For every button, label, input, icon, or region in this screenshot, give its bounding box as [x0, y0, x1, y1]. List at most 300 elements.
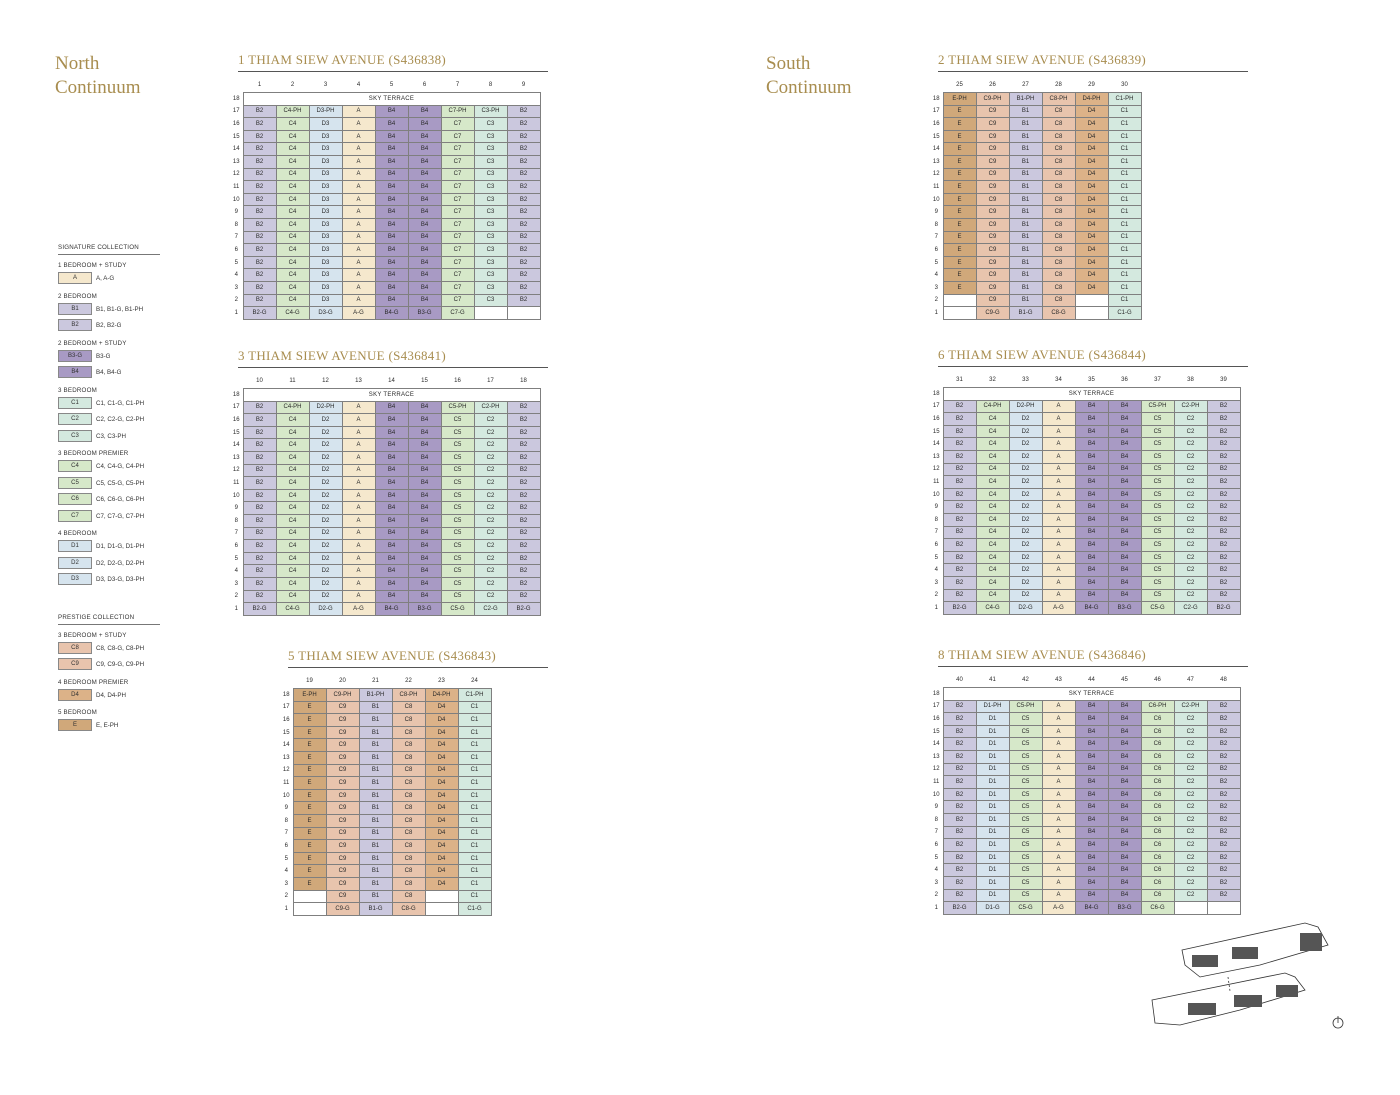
unit-cell: D2 [1009, 425, 1042, 438]
unit-cell: D4 [425, 701, 458, 714]
unit-cell: C2 [1174, 813, 1207, 826]
unit-cell: C4 [276, 577, 309, 590]
floor-number: 5 [934, 554, 938, 561]
unit-cell: C8 [392, 739, 425, 752]
unit-cell: B2 [943, 450, 976, 463]
unit-cell: D4 [425, 714, 458, 727]
unit-cell: C5 [441, 451, 474, 464]
floor-number: 2 [234, 593, 238, 600]
unit-cell: B3-G [408, 603, 441, 616]
unit-cell: A [342, 577, 375, 590]
unit-cell: D4 [1075, 118, 1108, 131]
legend-rule [58, 254, 160, 255]
unit-cell: B4 [408, 168, 441, 181]
unit-cell: A [342, 294, 375, 307]
unit-cell: C8 [392, 701, 425, 714]
unit-cell: C9-PH [326, 689, 359, 702]
unit-cell: C4 [276, 439, 309, 452]
site-plan-drawing [1140, 915, 1360, 1040]
floor-number: 2 [934, 297, 938, 304]
legend-item-label: C7, C7-G, C7-PH [96, 512, 145, 520]
legend-item-label: C3, C3-PH [96, 432, 126, 440]
stack-number-row [280, 673, 491, 689]
unit-cell: C2 [474, 540, 507, 553]
floor-row [930, 143, 1141, 156]
unit-cell: D1-PH [976, 700, 1009, 713]
unit-cell: C7 [441, 206, 474, 219]
unit-cell: B2 [943, 513, 976, 526]
unit-cell: B2 [1207, 476, 1240, 489]
unit-cell: C4 [976, 576, 1009, 589]
unit-cell: C3-PH [474, 105, 507, 118]
unit-cell: D1 [976, 801, 1009, 814]
unit-cell: C3 [474, 193, 507, 206]
unit-stack-table [280, 673, 492, 916]
unit-cell: B1 [1009, 193, 1042, 206]
floor-row [280, 890, 491, 903]
unit-cell: D3 [309, 218, 342, 231]
unit-cell: C2 [1174, 488, 1207, 501]
unit-cell: D2 [309, 565, 342, 578]
floor-number: 1 [934, 604, 938, 611]
unit-cell: A [1042, 788, 1075, 801]
legend-swatch: B3-G [58, 350, 92, 362]
unit-cell: C1-PH [458, 689, 491, 702]
unit-cell: C4 [276, 565, 309, 578]
corner [930, 77, 943, 93]
unit-cell: D2 [309, 552, 342, 565]
floor-number: 9 [284, 805, 288, 812]
unit-cell: D4 [1075, 281, 1108, 294]
unit-cell: A [1042, 501, 1075, 514]
floor-row [280, 814, 491, 827]
floor-row [930, 551, 1240, 564]
unit-cell: C2 [474, 414, 507, 427]
site-plan-key-map [1140, 915, 1360, 1045]
floor-number: 3 [234, 580, 238, 587]
unit-cell: B2 [507, 269, 540, 282]
unit-cell: C1 [1108, 269, 1141, 282]
unit-cell: B4 [1108, 513, 1141, 526]
floor-number: 16 [282, 716, 290, 723]
stack-number: 1 [257, 81, 262, 88]
unit-cell: C9 [326, 840, 359, 853]
unit-cell: C1 [458, 827, 491, 840]
unit-cell: C8 [392, 714, 425, 727]
corner [930, 372, 943, 388]
floor-number: 12 [932, 466, 940, 473]
unit-cell: C4 [976, 539, 1009, 552]
unit-cell: B4 [408, 218, 441, 231]
floor-row [930, 413, 1240, 426]
block-title-text: 3 THIAM SIEW AVENUE (S436841) [238, 348, 447, 363]
unit-cell: C9 [326, 852, 359, 865]
unit-cell: C8 [392, 751, 425, 764]
unit-cell: C5-PH [1009, 700, 1042, 713]
unit-cell: C8 [1042, 269, 1075, 282]
unit-cell: C1 [1108, 105, 1141, 118]
floor-number: 1 [284, 905, 288, 912]
unit-cell: B4 [375, 565, 408, 578]
floor-row [230, 439, 540, 452]
floor-row [230, 502, 540, 515]
unit-cell: C9 [326, 764, 359, 777]
unit-cell: B2 [943, 564, 976, 577]
unit-cell: C4 [276, 193, 309, 206]
stack-number: 7 [455, 81, 460, 88]
unit-cell: D2 [1009, 551, 1042, 564]
unit-cell: B4 [1108, 450, 1141, 463]
stack-number: 43 [1055, 676, 1062, 683]
unit-cell: E [943, 105, 976, 118]
unit-cell: B2 [243, 244, 276, 257]
floor-number: 3 [934, 284, 938, 291]
unit-cell: B4 [1075, 463, 1108, 476]
unit-cell: A [1042, 700, 1075, 713]
unit-cell: B2 [1207, 700, 1240, 713]
unit-cell: C5 [1141, 501, 1174, 514]
floor-number: 8 [234, 517, 238, 524]
sky-terrace: SKY TERRACE [243, 93, 540, 106]
unit-cell: C4 [276, 168, 309, 181]
unit-cell: B4 [1108, 889, 1141, 902]
unit-cell: C4 [276, 489, 309, 502]
unit-cell: B2 [243, 414, 276, 427]
floor-row [930, 589, 1240, 602]
unit-cell: C3 [474, 294, 507, 307]
unit-cell: C7 [441, 244, 474, 257]
unit-cell: B2 [507, 502, 540, 515]
unit-stack-table [930, 372, 1241, 615]
unit-cell: C1 [1108, 206, 1141, 219]
unit-cell: B2 [1207, 425, 1240, 438]
floor-number: 13 [932, 158, 940, 165]
north-continuum-title: North Continuum [55, 53, 141, 98]
unit-cell: B2 [1207, 450, 1240, 463]
floor-number: 16 [932, 120, 940, 127]
floor-number: 10 [232, 196, 240, 203]
unit-cell: C9 [976, 281, 1009, 294]
unit-cell: B4 [408, 256, 441, 269]
unit-cell: C7 [441, 193, 474, 206]
unit-cell: A [1042, 463, 1075, 476]
unit-cell: E [943, 231, 976, 244]
unit-cell: B4 [1108, 750, 1141, 763]
unit-cell: B2 [507, 451, 540, 464]
floor-row [280, 852, 491, 865]
unit-cell: C5 [1009, 876, 1042, 889]
floor-number: 7 [234, 530, 238, 537]
unit-cell: C1 [458, 890, 491, 903]
block-title-text: 5 THIAM SIEW AVENUE (S436843) [288, 648, 497, 663]
unit-cell: C1 [1108, 181, 1141, 194]
unit-cell: D1 [976, 826, 1009, 839]
unit-cell: B2 [243, 439, 276, 452]
legend-swatch: C4 [58, 460, 92, 472]
unit-cell: D2 [1009, 576, 1042, 589]
unit-cell: B2 [1207, 501, 1240, 514]
unit-cell: C4 [276, 451, 309, 464]
unit-cell: B4 [1108, 725, 1141, 738]
floor-row [930, 400, 1240, 413]
unit-cell: C1 [1108, 218, 1141, 231]
floor-row [930, 513, 1240, 526]
unit-cell: A [1042, 826, 1075, 839]
floor-number: 8 [934, 221, 938, 228]
unit-cell: C3 [474, 143, 507, 156]
unit-cell: B2 [943, 539, 976, 552]
unit-cell: C8 [392, 840, 425, 853]
unit-cell: B4 [375, 540, 408, 553]
unit-cell: B2 [507, 514, 540, 527]
unit-cell: B2 [243, 401, 276, 414]
unit-cell: C5 [1141, 564, 1174, 577]
unit-cell: C6 [1141, 738, 1174, 751]
unit-cell: C6 [1141, 776, 1174, 789]
floor-number: 11 [233, 479, 240, 486]
unit-cell: D4 [1075, 155, 1108, 168]
unit-cell: D3 [309, 118, 342, 131]
unit-cell: C6 [1141, 864, 1174, 877]
floor-row [280, 827, 491, 840]
floor-number: 15 [932, 133, 940, 140]
unit-cell: B2 [507, 294, 540, 307]
floor-number: 12 [932, 171, 940, 178]
stack-number: 10 [256, 377, 263, 384]
unit-cell: C1 [458, 739, 491, 752]
unit-cell: B2 [943, 589, 976, 602]
unit-cell: C1 [458, 840, 491, 853]
unit-cell: D2 [309, 577, 342, 590]
unit-cell: D4 [425, 827, 458, 840]
unit-cell: C9 [976, 155, 1009, 168]
unit-cell: A-G [342, 603, 375, 616]
unit-cell: C2 [1174, 851, 1207, 864]
unit-cell: C2 [474, 451, 507, 464]
unit-cell: A [1042, 801, 1075, 814]
unit-cell: D3 [309, 168, 342, 181]
unit-cell: C1 [458, 802, 491, 815]
unit-cell: B4 [1075, 776, 1108, 789]
unit-cell: D4 [425, 726, 458, 739]
unit-cell: C8 [1042, 244, 1075, 257]
floor-number: 1 [234, 309, 238, 316]
unit-cell: E [293, 701, 326, 714]
unit-cell: C8 [1042, 105, 1075, 118]
stack-number: 32 [989, 376, 996, 383]
unit-cell: D3 [309, 231, 342, 244]
unit-cell: D1 [976, 851, 1009, 864]
stack-number: 24 [471, 677, 478, 684]
unit-cell: D4 [425, 852, 458, 865]
unit-cell: C8 [392, 764, 425, 777]
unit-cell: B4 [1108, 876, 1141, 889]
unit-cell: C9 [976, 143, 1009, 156]
unit-cell: B4 [1108, 763, 1141, 776]
unit-cell: B4 [1108, 700, 1141, 713]
unit-cell: D4 [1075, 244, 1108, 257]
unit-cell: C8 [1042, 143, 1075, 156]
ground-floor-row [930, 307, 1141, 320]
floor-number: 7 [934, 829, 938, 836]
floor-row [930, 155, 1141, 168]
unit-cell: C6 [1141, 839, 1174, 852]
unit-cell: B4-G [375, 307, 408, 320]
unit-cell: C4 [276, 540, 309, 553]
floor-number: 8 [934, 516, 938, 523]
unit-cell: C5-PH [441, 401, 474, 414]
unit-cell: D4 [425, 865, 458, 878]
unit-cell: B1 [1009, 294, 1042, 307]
unit-cell: B4 [408, 294, 441, 307]
unit-cell: B2-G [507, 603, 540, 616]
unit-cell: D1 [976, 776, 1009, 789]
unit-cell: B2 [507, 130, 540, 143]
unit-cell: B4 [375, 118, 408, 131]
unit-cell [1207, 902, 1240, 915]
floor-number: 18 [932, 690, 940, 697]
unit-cell: B4 [1108, 851, 1141, 864]
floor-number: 10 [282, 792, 290, 799]
unit-cell: A [342, 590, 375, 603]
floor-number: 8 [934, 816, 938, 823]
unit-cell: C9 [976, 256, 1009, 269]
unit-cell: C9 [976, 193, 1009, 206]
unit-cell: C5 [441, 590, 474, 603]
unit-cell: A [342, 464, 375, 477]
unit-cell: C7 [441, 218, 474, 231]
floor-row [230, 514, 540, 527]
unit-cell: E [943, 206, 976, 219]
unit-cell [507, 307, 540, 320]
floor-number: 10 [232, 492, 240, 499]
unit-cell: A [342, 426, 375, 439]
floor-row [230, 105, 540, 118]
unit-cell: C4 [276, 231, 309, 244]
unit-cell: D4 [1075, 269, 1108, 282]
floor-number: 17 [232, 404, 240, 411]
unit-cell: C2 [474, 552, 507, 565]
unit-cell: A [342, 105, 375, 118]
unit-cell: A [1042, 589, 1075, 602]
unit-cell: C7 [441, 281, 474, 294]
unit-cell: B2 [243, 155, 276, 168]
floor-row [930, 105, 1141, 118]
floor-number: 9 [934, 804, 938, 811]
unit-cell: B4 [1108, 576, 1141, 589]
unit-cell: C8 [392, 789, 425, 802]
unit-cell: B4 [1108, 488, 1141, 501]
unit-cell: A [1042, 725, 1075, 738]
unit-cell: C1 [1108, 130, 1141, 143]
unit-cell: C5 [1009, 839, 1042, 852]
stack-number: 41 [989, 676, 996, 683]
floor-number: 16 [232, 120, 240, 127]
unit-cell: C9 [326, 739, 359, 752]
unit-cell: B2-G [243, 603, 276, 616]
unit-cell: E [293, 840, 326, 853]
floor-row [930, 438, 1240, 451]
legend-item-label: C1, C1-G, C1-PH [96, 399, 145, 407]
floor-row [280, 751, 491, 764]
floor-row [230, 464, 540, 477]
legend-item-label: D2, D2-G, D2-PH [96, 559, 145, 567]
unit-cell: B4 [1075, 738, 1108, 751]
unit-cell: A [342, 527, 375, 540]
legend-item-label: C9, C9-G, C9-PH [96, 661, 145, 668]
stack-number: 46 [1154, 676, 1161, 683]
legend-item-label: B2, B2-G [96, 322, 122, 329]
unit-cell: B1 [359, 802, 392, 815]
stack-number: 40 [956, 676, 963, 683]
unit-cell: C1 [1108, 244, 1141, 257]
unit-cell: B4 [408, 464, 441, 477]
unit-cell: B4 [375, 439, 408, 452]
floor-number: 12 [232, 467, 240, 474]
unit-cell: C4 [976, 450, 1009, 463]
unit-cell: B4 [408, 244, 441, 257]
unit-cell: B4 [375, 206, 408, 219]
floor-number: 5 [284, 855, 288, 862]
ground-floor-row [280, 903, 491, 916]
unit-cell: B4 [1075, 801, 1108, 814]
unit-cell: B2 [1207, 589, 1240, 602]
unit-cell: B2 [1207, 738, 1240, 751]
legend-category: 3 BEDROOM [58, 386, 97, 394]
unit-cell: B4 [375, 155, 408, 168]
unit-cell: B2 [1207, 851, 1240, 864]
unit-cell: B2 [243, 489, 276, 502]
title-rule [288, 667, 548, 668]
unit-cell: D2 [1009, 589, 1042, 602]
unit-cell: B2 [243, 514, 276, 527]
unit-cell: B4 [375, 105, 408, 118]
legend-category: 3 BEDROOM + STUDY [58, 631, 127, 639]
floor-row [930, 281, 1141, 294]
unit-cell: D2 [309, 414, 342, 427]
unit-cell: B1 [359, 852, 392, 865]
unit-cell: E [293, 802, 326, 815]
floor-number: 5 [234, 555, 238, 562]
floor-row [930, 763, 1240, 776]
unit-cell: B4 [1108, 864, 1141, 877]
unit-cell: C2 [1174, 501, 1207, 514]
unit-cell: C9 [976, 294, 1009, 307]
unit-cell: C9-PH [976, 93, 1009, 106]
unit-cell: B2 [507, 281, 540, 294]
stack-number: 35 [1088, 376, 1095, 383]
unit-cell: C8 [392, 814, 425, 827]
unit-cell: B4 [1075, 725, 1108, 738]
unit-cell: B2 [943, 576, 976, 589]
unit-cell: B4 [1075, 539, 1108, 552]
unit-cell: B1 [359, 865, 392, 878]
floor-row [230, 231, 540, 244]
unit-cell: C7 [441, 168, 474, 181]
unit-cell: D1 [976, 788, 1009, 801]
unit-cell: C9 [326, 877, 359, 890]
unit-cell: B4 [375, 193, 408, 206]
floor-row [930, 876, 1240, 889]
unit-cell: B4-G [375, 603, 408, 616]
unit-cell: A [342, 193, 375, 206]
unit-cell: B2 [943, 700, 976, 713]
unit-cell: C8 [1042, 168, 1075, 181]
unit-cell: C5 [441, 552, 474, 565]
unit-cell: B4 [1075, 438, 1108, 451]
unit-cell: C9 [326, 865, 359, 878]
unit-cell: C3 [474, 256, 507, 269]
